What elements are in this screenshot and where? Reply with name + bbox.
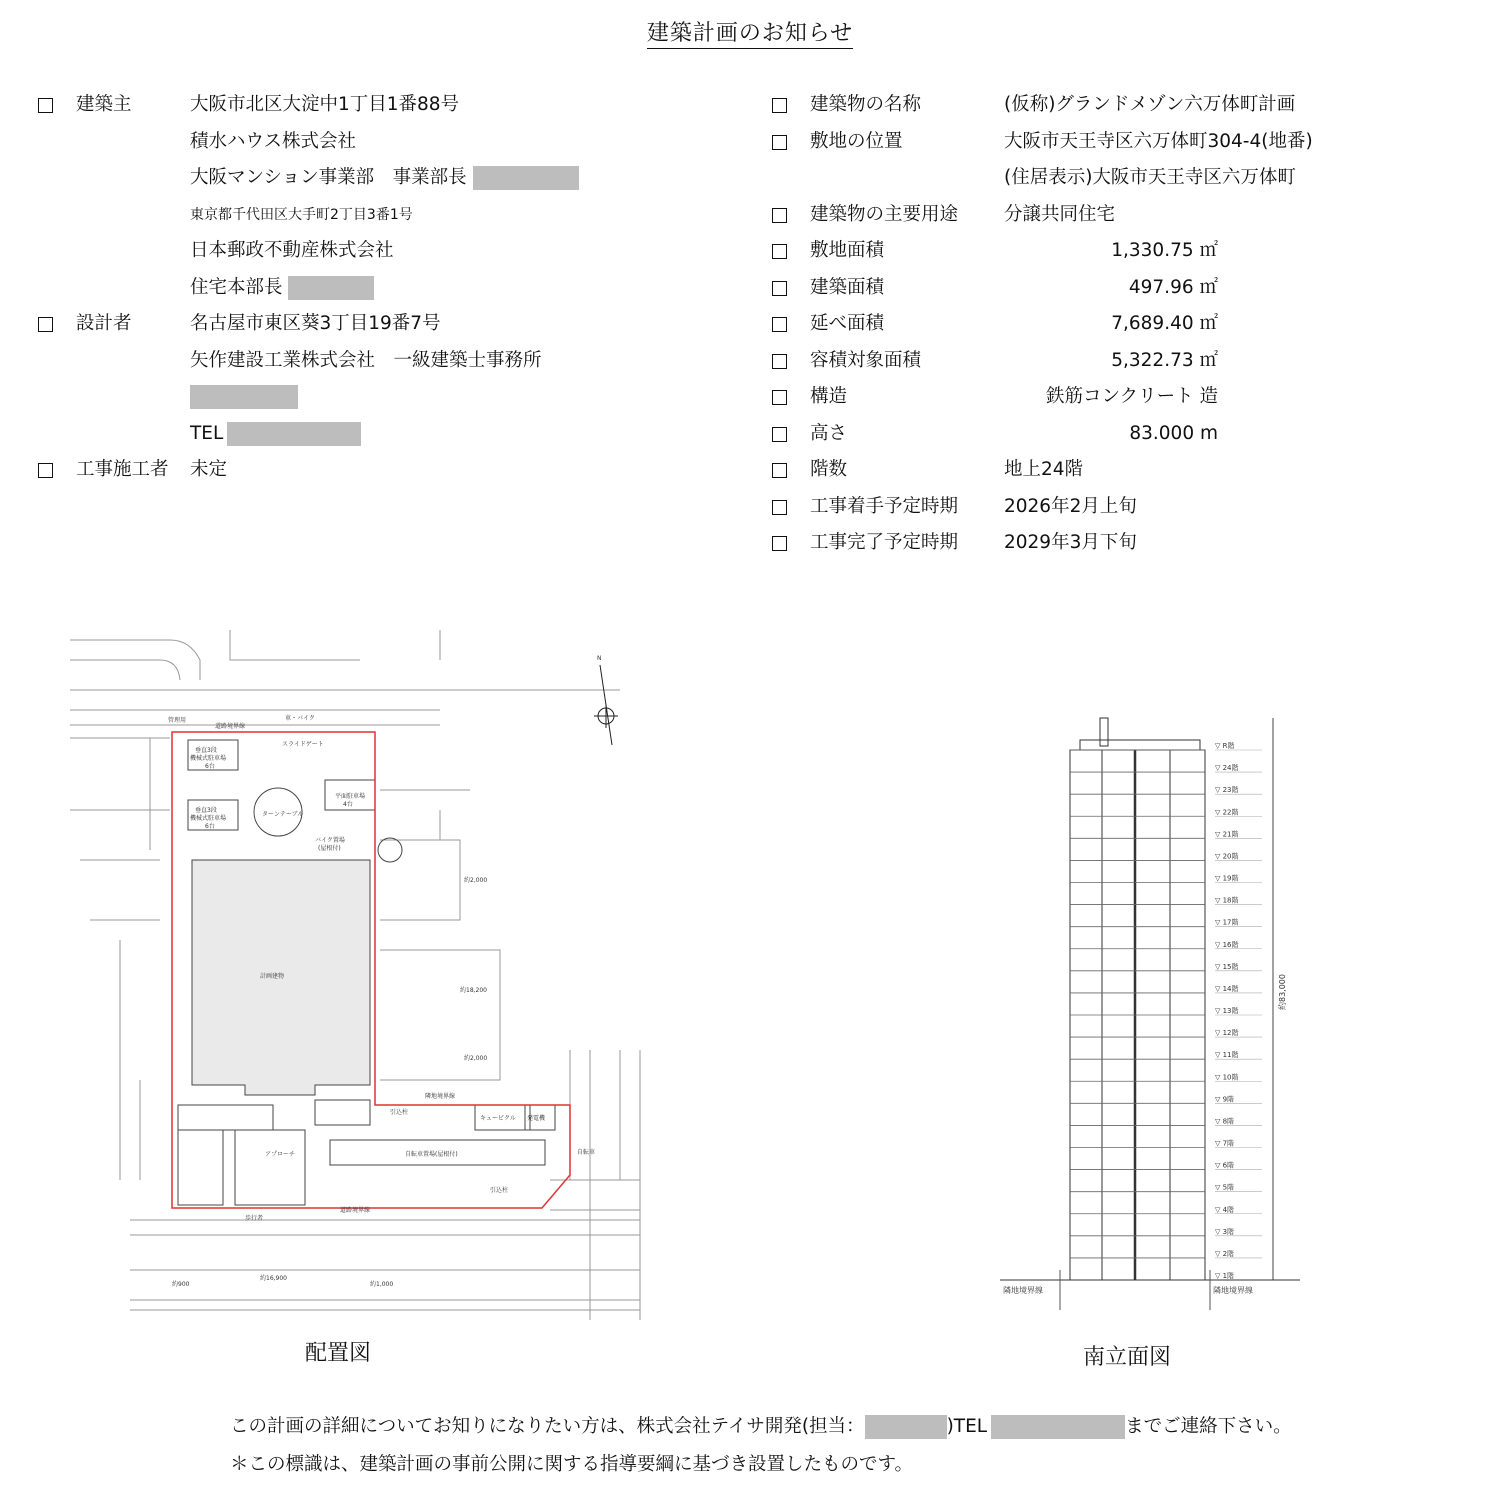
info-row (772, 419, 1472, 456)
owner-row (38, 90, 718, 127)
info-row (772, 127, 1472, 164)
info-row (772, 528, 1472, 565)
label-slide-gate: スライドゲート (282, 741, 324, 748)
checkbox-icon (772, 354, 787, 369)
label-parking-a-3: 6台 (205, 763, 215, 770)
label-north: N (597, 655, 602, 662)
info-value: 分譲共同住宅 (1004, 203, 1116, 225)
info-row (772, 492, 1472, 529)
floor-label: ▽ 15階 (1215, 962, 1239, 971)
info-label: 階数 (810, 459, 848, 480)
label-neighbor-boundary: 隣地境界線 (425, 1093, 456, 1100)
label-bike: 車・バイク (285, 715, 315, 722)
label-dim-3: 約2,000 (464, 1055, 488, 1062)
label-parking-a-2: 機械式駐車場 (190, 755, 227, 762)
checkbox-icon (772, 135, 787, 150)
info-value: 地上24階 (1004, 459, 1084, 480)
owner2-address: 東京都千代田区大手町2丁目3番1号 (190, 206, 413, 223)
site-plan-structures (178, 740, 555, 1205)
label-flat-parking-1: 平面駐車場 (335, 793, 366, 800)
building-info-section (772, 90, 1472, 565)
contact-text-pre: この計画の詳細についてお知りになりたい方は、株式会社テイサ開発(担当： (230, 1416, 865, 1437)
owner2-company: 日本郵政不動産株式会社 (190, 240, 394, 261)
floor-label: ▽ 6階 (1215, 1161, 1235, 1170)
label-bicycle: 自転車 (577, 1149, 596, 1156)
label-parking-b-2: 機械式駐車場 (190, 815, 227, 822)
floor-labels (1215, 741, 1239, 1280)
info-value: (仮称)グランドメゾン六万体町計画 (1004, 94, 1296, 115)
checkbox-icon (38, 98, 53, 113)
owner2-title (190, 273, 374, 303)
label-parking-b-3: 6台 (205, 823, 215, 830)
designer-company-row (38, 346, 718, 383)
owner-designer-section (38, 90, 718, 492)
floor-label: ▽ 9階 (1215, 1095, 1235, 1104)
label-road-boundary-bottom: 道路境界線 (340, 1207, 371, 1214)
floor-label: ▽ 12階 (1215, 1029, 1239, 1038)
contractor-label: 工事施工者 (76, 459, 169, 480)
redacted-contact-person (865, 1415, 947, 1439)
info-label: 容積対象面積 (810, 349, 922, 371)
info-label: 高さ (810, 422, 848, 444)
label-bicycle-parking: 自転車置場(屋根付) (405, 1151, 458, 1158)
info-value: 5,322.73 ㎡ (1111, 349, 1218, 371)
label-cubicle: キュービクル (480, 1115, 516, 1122)
designer-person-row (38, 382, 718, 419)
page-title (0, 16, 1500, 47)
floor-label: ▽ 16階 (1215, 940, 1239, 949)
floor-label: ▽ 8階 (1215, 1117, 1235, 1126)
label-bike-parking-2: (屋根付) (318, 845, 341, 852)
floor-label: ▽ 21階 (1215, 830, 1239, 839)
label-inlet-2: 引込柱 (490, 1187, 509, 1194)
info-row (772, 200, 1472, 237)
info-label: 構造 (810, 386, 848, 407)
designer-company: 矢作建設工業株式会社 一級建築士事務所 (190, 349, 542, 371)
checkbox-icon (38, 463, 53, 478)
owner-title (190, 163, 579, 193)
info-label: 工事完了予定時期 (810, 532, 959, 553)
floor-label: ▽ 14階 (1215, 984, 1239, 993)
contractor-row (38, 455, 718, 492)
redacted-contact-tel (991, 1415, 1125, 1439)
redacted-tel (227, 422, 361, 446)
info-value: 2029年3月下旬 (1004, 532, 1137, 553)
owner-title-row (38, 163, 718, 200)
owner2-address-row (38, 200, 718, 237)
checkbox-icon (772, 536, 787, 551)
floor-label: ▽ 18階 (1215, 896, 1239, 905)
label-road-boundary-top: 道路境界線 (215, 723, 246, 730)
floor-label: ▽ 13階 (1215, 1007, 1239, 1015)
redacted-name (190, 385, 298, 409)
checkbox-icon (772, 390, 787, 405)
elevation-caption: 南立面図 (1083, 1345, 1172, 1370)
owner-title-text: 大阪マンション事業部 事業部長 (190, 167, 467, 188)
info-value: 1,330.75 ㎡ (1111, 240, 1218, 261)
floor-label: ▽ 2階 (1215, 1249, 1235, 1258)
floor-label: ▽ 19階 (1215, 874, 1239, 883)
boundary-left-label: 隣地境界線 (1003, 1286, 1043, 1295)
owner-company-row (38, 127, 718, 164)
info-label: 延べ面積 (810, 313, 885, 334)
info-row (772, 273, 1472, 310)
owner2-title-text: 住宅本部長 (190, 276, 283, 298)
designer-address: 名古屋市東区葵3丁目19番7号 (190, 313, 441, 334)
info-row (772, 236, 1472, 273)
floor-label: ▽ 5階 (1215, 1183, 1235, 1192)
designer-tel (190, 419, 361, 449)
info-label: 敷地の位置 (810, 130, 903, 152)
floor-label: ▽ 24階 (1215, 764, 1239, 773)
info-value: 鉄筋コンクリート 造 (1045, 386, 1218, 407)
floor-label: ▽ 7階 (1215, 1139, 1235, 1148)
redacted-name (473, 166, 579, 190)
info-row (772, 163, 1472, 200)
south-elevation-drawing (1000, 710, 1300, 1310)
checkbox-icon (772, 208, 787, 223)
info-value: 497.96 ㎡ (1128, 276, 1218, 298)
info-value: 2026年2月上旬 (1004, 495, 1137, 517)
boundary-right-label: 隣地境界線 (1213, 1286, 1253, 1295)
site-plan-caption: 配置図 (305, 1341, 372, 1366)
site-plan-drawing (60, 620, 660, 1320)
floor-label: ▽ 17階 (1215, 918, 1239, 927)
tower-outline (1070, 718, 1205, 1280)
designer-row (38, 309, 718, 346)
info-row (772, 382, 1472, 419)
owner-company: 積水ハウス株式会社 (190, 130, 356, 152)
owner-address: 大阪市北区大淀中1丁目1番88号 (190, 94, 460, 115)
floor-label: ▽ 22階 (1215, 808, 1239, 817)
info-label: 建築面積 (810, 276, 885, 298)
page-title-text: 建築計画のお知らせ (647, 21, 853, 49)
north-arrow-icon (594, 665, 618, 745)
floor-label: ▽ R階 (1215, 742, 1235, 750)
label-parking-b-1: 垂直3段 (195, 807, 217, 814)
checkbox-icon (772, 281, 787, 296)
height-dimension-label: 約83,000 (1278, 974, 1287, 1010)
label-parking-a-1: 垂直3段 (195, 747, 217, 754)
notice-line: ＊この標識は、建築計画の事前公開に関する指導要綱に基づき設置したものです。 (230, 1454, 914, 1475)
redacted-name (288, 276, 374, 300)
info-value: 83.000 m (1129, 422, 1218, 444)
info-label: 建築物の名称 (810, 94, 922, 115)
contact-text-mid: )TEL (946, 1416, 988, 1437)
info-value: 7,689.40 ㎡ (1111, 313, 1218, 334)
label-bike-parking-1: バイク置場 (315, 837, 345, 844)
checkbox-icon (772, 463, 787, 478)
checkbox-icon (38, 317, 53, 332)
info-label: 建築物の主要用途 (810, 203, 959, 225)
label-dim-5: 約16,900 (260, 1275, 287, 1282)
info-label: 工事着手予定時期 (810, 495, 959, 517)
floor-label: ▽ 1階 (1215, 1272, 1235, 1280)
label-dim-6: 約1,000 (370, 1281, 394, 1288)
designer-person (190, 382, 298, 412)
label-dim-2: 約18,200 (460, 987, 487, 994)
label-turntable: ターンテーブル (262, 811, 304, 818)
floor-label: ▽ 10階 (1215, 1073, 1239, 1082)
label-generator: 発電機 (527, 1115, 546, 1122)
checkbox-icon (772, 500, 787, 515)
contact-text-post: までご連絡下さい。 (1125, 1416, 1292, 1437)
label-building: 計画建物 (260, 973, 285, 980)
floor-label: ▽ 20階 (1215, 852, 1239, 861)
floor-label: ▽ 11階 (1215, 1051, 1239, 1060)
info-value: 大阪市天王寺区六万体町304-4(地番) (1004, 130, 1313, 152)
designer-label: 設計者 (76, 313, 132, 334)
label-inlet: 引込柱 (390, 1109, 409, 1116)
info-row (772, 309, 1472, 346)
info-value: (住居表示)大阪市天王寺区六万体町 (1004, 167, 1296, 188)
floor-label: ▽ 3階 (1215, 1227, 1235, 1236)
label-dim-4: 約900 (172, 1281, 190, 1288)
info-label: 敷地面積 (810, 240, 885, 261)
owner-label: 建築主 (76, 94, 132, 115)
info-row (772, 346, 1472, 383)
checkbox-icon (772, 317, 787, 332)
floor-label: ▽ 4階 (1215, 1205, 1235, 1214)
label-management: 管理用 (168, 717, 187, 724)
info-row (772, 90, 1472, 127)
owner2-title-row (38, 273, 718, 310)
checkbox-icon (772, 427, 787, 442)
info-row (772, 455, 1472, 492)
label-dim-1: 約2,000 (464, 877, 488, 884)
contractor-value: 未定 (190, 459, 228, 480)
label-flat-parking-2: 4台 (343, 801, 353, 808)
label-approach: アプローチ (265, 1151, 296, 1158)
tel-label: TEL (190, 422, 224, 444)
owner2-company-row (38, 236, 718, 273)
label-pedestrian: 歩行者 (245, 1215, 264, 1222)
contact-line (230, 1412, 1292, 1439)
checkbox-icon (772, 98, 787, 113)
checkbox-icon (772, 244, 787, 259)
floor-label: ▽ 23階 (1215, 786, 1239, 795)
designer-tel-row (38, 419, 718, 456)
